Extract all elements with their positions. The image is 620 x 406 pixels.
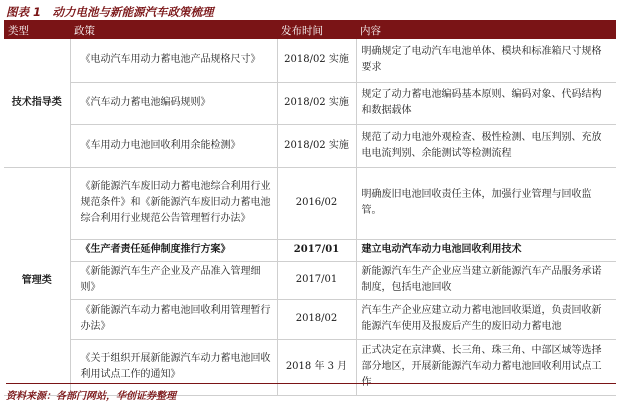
- date-cell: 2017/01: [277, 239, 356, 261]
- date-cell: 2018/02 实施: [277, 82, 356, 124]
- table-row: [4, 299, 616, 339]
- date-cell: 2018/02 实施: [277, 39, 356, 82]
- header-content: 内容: [356, 21, 616, 39]
- content-cell: 新能源汽车生产企业应当建立新能源汽车产品服务承诺制度，包括电池回收: [356, 261, 616, 299]
- header-date: 发布时间: [277, 21, 356, 39]
- content-cell: 明确规定了电动汽车电池单体、模块和标准箱尺寸规格要求: [356, 39, 616, 82]
- content-cell: 规定了动力蓄电池编码基本原则、编码对象、代码结构和数据载体: [356, 82, 616, 124]
- table-header-row: [4, 21, 616, 39]
- content-cell: 明确废旧电池回收责任主体，加强行业管理与回收监管。: [356, 167, 616, 239]
- figure-title: 图表 1 动力电池与新能源汽车政策梳理: [6, 5, 214, 19]
- date-cell: 2018/02 实施: [277, 124, 356, 167]
- date-cell: 2018 年 3 月: [277, 339, 356, 395]
- date-cell: 2017/01: [277, 261, 356, 299]
- date-cell: 2018/02: [277, 299, 356, 339]
- table-row: [4, 261, 616, 299]
- policy-cell: 《电动汽车用动力蓄电池产品规格尺寸》: [70, 39, 277, 82]
- table-row: [4, 124, 616, 167]
- policy-table: [4, 21, 616, 396]
- policy-cell: 《生产者责任延伸制度推行方案》: [70, 239, 277, 261]
- content-cell: 汽车生产企业应建立动力蓄电池回收渠道，负责回收新能源汽车使用及报废后产生的废旧动力蓄电池: [356, 299, 616, 339]
- source-note: 资料来源：各部门网站，华创证券整理: [6, 383, 616, 402]
- table-row: [4, 167, 616, 239]
- content-cell: 建立电动汽车动力电池回收利用技术: [356, 239, 616, 261]
- policy-cell: 《新能源汽车动力蓄电池回收利用管理暂行办法》: [70, 299, 277, 339]
- policy-cell: 《汽车动力蓄电池编码规则》: [70, 82, 277, 124]
- date-cell: 2016/02: [277, 167, 356, 239]
- header-type: 类型: [4, 21, 70, 39]
- content-cell: 正式决定在京津冀、长三角、珠三角、中部区域等选择部分地区，开展新能源汽车动力蓄电池回收利用试点工作: [356, 339, 616, 395]
- policy-cell: 《关于组织开展新能源汽车动力蓄电池回收利用试点工作的通知》: [70, 339, 277, 395]
- policy-cell: 《新能源汽车废旧动力蓄电池综合利用行业规范条件》和《新能源汽车废旧动力蓄电池综合利用行业规范公告管理暂行办法》: [70, 167, 277, 239]
- table-row: [4, 39, 616, 82]
- policy-cell: 《车用动力电池回收利用余能检测》: [70, 124, 277, 167]
- header-policy: 政策: [70, 21, 277, 39]
- policy-cell: 《新能源汽车生产企业及产品准入管理细则》: [70, 261, 277, 299]
- content-cell: 规范了动力电池外观检查、极性检测、电压判别、充放电电流判别、余能测试等检测流程: [356, 124, 616, 167]
- category-cell: 技术指导类: [4, 39, 70, 167]
- table-row: [4, 82, 616, 124]
- category-cell: 管理类: [4, 167, 70, 395]
- table-row: [4, 239, 616, 261]
